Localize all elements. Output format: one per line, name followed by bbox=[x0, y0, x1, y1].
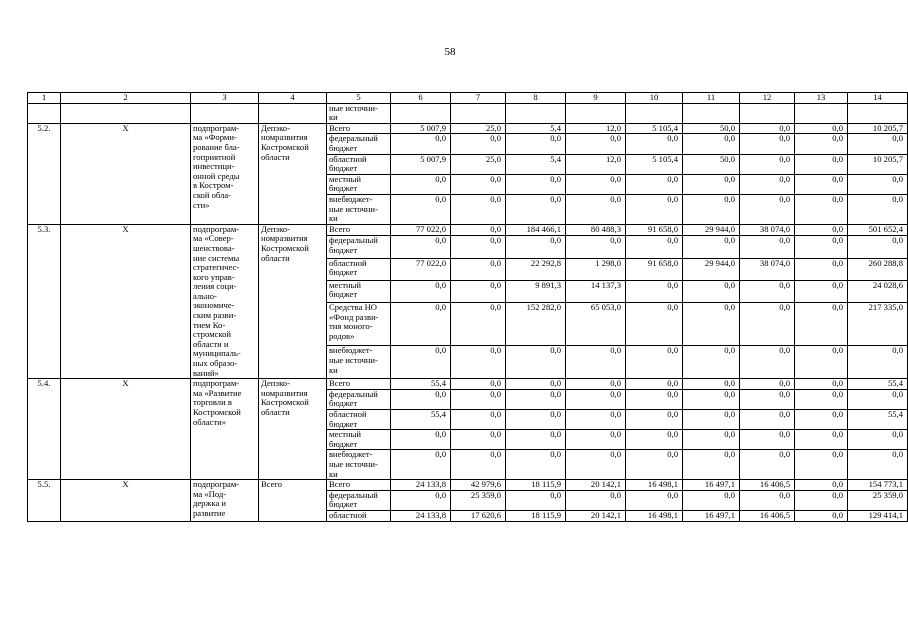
value-cell: 22 292,8 bbox=[506, 258, 566, 280]
value-cell: 0,0 bbox=[848, 450, 908, 480]
source-cell: местный бюджет bbox=[327, 174, 391, 194]
program-name: подпрограм- ма «Совер- шенствова- ние системы стратегичес- кого управ- ления соци- ально- экономиче- ским разви- тием Ко- стромской области и муниципаль- ных образо- ваний» bbox=[191, 224, 259, 379]
value-cell: 0,0 bbox=[795, 174, 848, 194]
value-cell: 0,0 bbox=[391, 450, 451, 480]
value-cell: 0,0 bbox=[451, 389, 506, 409]
value-cell: 0,0 bbox=[740, 430, 795, 450]
value-cell: 0,0 bbox=[451, 236, 506, 258]
value-cell: 0,0 bbox=[626, 346, 683, 379]
value-cell bbox=[506, 103, 566, 123]
value-cell: 0,0 bbox=[795, 480, 848, 491]
source-cell: внебюджет- ные источни- ки bbox=[327, 194, 391, 224]
header-cell: 1 bbox=[28, 93, 61, 104]
value-cell: 0,0 bbox=[506, 194, 566, 224]
value-cell: 0,0 bbox=[795, 379, 848, 390]
value-cell: 501 652,4 bbox=[848, 224, 908, 236]
value-cell: 42 979,6 bbox=[451, 480, 506, 491]
value-cell: 0,0 bbox=[740, 280, 795, 302]
value-cell: 16 497,1 bbox=[683, 510, 740, 521]
value-cell: 5,4 bbox=[506, 123, 566, 134]
value-cell: 0,0 bbox=[451, 379, 506, 390]
value-cell bbox=[848, 103, 908, 123]
header-cell: 10 bbox=[626, 93, 683, 104]
value-cell: 16 406,5 bbox=[740, 510, 795, 521]
value-cell: 0,0 bbox=[795, 490, 848, 510]
program-name: подпрограм- ма «Развитие торговли в Костромской области» bbox=[191, 379, 259, 480]
value-cell: 50,0 bbox=[683, 123, 740, 134]
value-cell: 0,0 bbox=[795, 430, 848, 450]
value-cell: 5 105,4 bbox=[626, 154, 683, 174]
row-mark: Х bbox=[61, 123, 191, 224]
value-cell: 0,0 bbox=[626, 303, 683, 346]
value-cell: 0,0 bbox=[795, 134, 848, 154]
value-cell: 0,0 bbox=[451, 346, 506, 379]
value-cell: 16 498,1 bbox=[626, 510, 683, 521]
header-cell: 14 bbox=[848, 93, 908, 104]
value-cell: 0,0 bbox=[795, 450, 848, 480]
value-cell: 0,0 bbox=[451, 258, 506, 280]
budget-table bbox=[27, 92, 908, 522]
table-row bbox=[28, 480, 908, 491]
header-cell: 8 bbox=[506, 93, 566, 104]
source-cell: федеральный бюджет bbox=[327, 490, 391, 510]
value-cell: 0,0 bbox=[506, 450, 566, 480]
value-cell: 65 053,0 bbox=[566, 303, 626, 346]
value-cell: 20 142,1 bbox=[566, 480, 626, 491]
value-cell: 0,0 bbox=[391, 490, 451, 510]
header-cell: 3 bbox=[191, 93, 259, 104]
value-cell: 0,0 bbox=[626, 379, 683, 390]
value-cell: 0,0 bbox=[795, 236, 848, 258]
executor-name: Депэко- номразвития Костромской области bbox=[259, 379, 327, 480]
value-cell: 1 298,0 bbox=[566, 258, 626, 280]
source-cell: местный бюджет bbox=[327, 430, 391, 450]
value-cell: 0,0 bbox=[566, 236, 626, 258]
value-cell: 0,0 bbox=[391, 174, 451, 194]
executor-name: Всего bbox=[259, 480, 327, 521]
row-number: 5.4. bbox=[28, 379, 61, 480]
value-cell: 0,0 bbox=[391, 134, 451, 154]
value-cell: 0,0 bbox=[506, 236, 566, 258]
value-cell: 0,0 bbox=[740, 134, 795, 154]
value-cell: 0,0 bbox=[683, 490, 740, 510]
table-row bbox=[28, 379, 908, 390]
source-cell: ные источни- ки bbox=[327, 103, 391, 123]
value-cell: 77 022,0 bbox=[391, 224, 451, 236]
value-cell: 25,0 bbox=[451, 123, 506, 134]
value-cell: 0,0 bbox=[391, 303, 451, 346]
source-cell: областной бюджет bbox=[327, 258, 391, 280]
value-cell bbox=[683, 103, 740, 123]
value-cell: 0,0 bbox=[683, 450, 740, 480]
value-cell: 5 105,4 bbox=[626, 123, 683, 134]
value-cell: 0,0 bbox=[391, 346, 451, 379]
value-cell: 0,0 bbox=[626, 134, 683, 154]
value-cell: 0,0 bbox=[848, 194, 908, 224]
value-cell: 260 288,8 bbox=[848, 258, 908, 280]
value-cell: 0,0 bbox=[451, 450, 506, 480]
value-cell bbox=[391, 103, 451, 123]
value-cell: 0,0 bbox=[683, 236, 740, 258]
value-cell: 25,0 bbox=[451, 154, 506, 174]
value-cell: 50,0 bbox=[683, 154, 740, 174]
header-cell: 9 bbox=[566, 93, 626, 104]
value-cell: 0,0 bbox=[683, 379, 740, 390]
value-cell: 0,0 bbox=[795, 303, 848, 346]
value-cell: 16 406,5 bbox=[740, 480, 795, 491]
value-cell: 0,0 bbox=[848, 389, 908, 409]
value-cell: 0,0 bbox=[740, 123, 795, 134]
empty-cell bbox=[61, 103, 191, 123]
value-cell: 0,0 bbox=[683, 134, 740, 154]
value-cell: 0,0 bbox=[451, 224, 506, 236]
header-cell: 6 bbox=[391, 93, 451, 104]
header-cell: 11 bbox=[683, 93, 740, 104]
value-cell: 0,0 bbox=[740, 174, 795, 194]
value-cell: 0,0 bbox=[626, 410, 683, 430]
table-row bbox=[28, 103, 908, 123]
value-cell: 0,0 bbox=[506, 430, 566, 450]
value-cell: 12,0 bbox=[566, 123, 626, 134]
header-cell: 12 bbox=[740, 93, 795, 104]
value-cell: 0,0 bbox=[506, 389, 566, 409]
value-cell: 0,0 bbox=[566, 450, 626, 480]
value-cell: 0,0 bbox=[795, 280, 848, 302]
value-cell: 0,0 bbox=[451, 410, 506, 430]
value-cell: 0,0 bbox=[740, 389, 795, 409]
source-cell: Всего bbox=[327, 379, 391, 390]
value-cell: 16 498,1 bbox=[626, 480, 683, 491]
value-cell: 80 488,3 bbox=[566, 224, 626, 236]
value-cell: 0,0 bbox=[451, 303, 506, 346]
value-cell: 0,0 bbox=[566, 490, 626, 510]
header-row bbox=[28, 93, 908, 104]
value-cell: 0,0 bbox=[506, 490, 566, 510]
value-cell: 29 944,0 bbox=[683, 224, 740, 236]
value-cell: 9 891,3 bbox=[506, 280, 566, 302]
value-cell: 0,0 bbox=[506, 379, 566, 390]
value-cell: 0,0 bbox=[740, 154, 795, 174]
value-cell: 24 028,6 bbox=[848, 280, 908, 302]
value-cell: 0,0 bbox=[795, 123, 848, 134]
value-cell: 0,0 bbox=[506, 346, 566, 379]
value-cell: 217 335,0 bbox=[848, 303, 908, 346]
value-cell: 0,0 bbox=[683, 430, 740, 450]
header-cell: 13 bbox=[795, 93, 848, 104]
table-body bbox=[28, 93, 908, 522]
value-cell: 17 620,6 bbox=[451, 510, 506, 521]
value-cell bbox=[626, 103, 683, 123]
value-cell: 0,0 bbox=[683, 410, 740, 430]
empty-cell bbox=[28, 103, 61, 123]
value-cell: 0,0 bbox=[683, 346, 740, 379]
value-cell: 20 142,1 bbox=[566, 510, 626, 521]
header-cell: 7 bbox=[451, 93, 506, 104]
value-cell: 14 137,3 bbox=[566, 280, 626, 302]
value-cell: 184 466,1 bbox=[506, 224, 566, 236]
value-cell: 0,0 bbox=[626, 490, 683, 510]
value-cell: 24 133,8 bbox=[391, 510, 451, 521]
value-cell: 5 007,9 bbox=[391, 123, 451, 134]
value-cell: 0,0 bbox=[795, 258, 848, 280]
source-cell: областной бюджет bbox=[327, 154, 391, 174]
value-cell: 0,0 bbox=[848, 134, 908, 154]
value-cell: 0,0 bbox=[451, 280, 506, 302]
value-cell: 0,0 bbox=[391, 280, 451, 302]
value-cell: 0,0 bbox=[848, 430, 908, 450]
value-cell: 24 133,8 bbox=[391, 480, 451, 491]
value-cell: 0,0 bbox=[795, 510, 848, 521]
value-cell: 0,0 bbox=[683, 280, 740, 302]
value-cell: 38 074,0 bbox=[740, 224, 795, 236]
table-row bbox=[28, 123, 908, 134]
value-cell: 0,0 bbox=[626, 280, 683, 302]
value-cell: 0,0 bbox=[740, 490, 795, 510]
value-cell: 0,0 bbox=[566, 346, 626, 379]
value-cell: 55,4 bbox=[391, 379, 451, 390]
value-cell: 0,0 bbox=[740, 379, 795, 390]
page-number: 58 bbox=[444, 46, 456, 58]
value-cell: 0,0 bbox=[740, 346, 795, 379]
source-cell: федеральный бюджет bbox=[327, 134, 391, 154]
row-number: 5.2. bbox=[28, 123, 61, 224]
value-cell: 18 115,9 bbox=[506, 510, 566, 521]
value-cell: 0,0 bbox=[626, 174, 683, 194]
value-cell: 25 359,0 bbox=[451, 490, 506, 510]
value-cell: 0,0 bbox=[566, 379, 626, 390]
value-cell: 55,4 bbox=[848, 410, 908, 430]
value-cell: 0,0 bbox=[683, 303, 740, 346]
value-cell: 0,0 bbox=[626, 194, 683, 224]
value-cell: 5 007,9 bbox=[391, 154, 451, 174]
value-cell: 29 944,0 bbox=[683, 258, 740, 280]
table-row bbox=[28, 224, 908, 236]
source-cell: Всего bbox=[327, 480, 391, 491]
source-cell: федеральный бюджет bbox=[327, 236, 391, 258]
value-cell: 0,0 bbox=[506, 174, 566, 194]
value-cell: 0,0 bbox=[683, 389, 740, 409]
value-cell: 152 282,0 bbox=[506, 303, 566, 346]
value-cell: 0,0 bbox=[391, 389, 451, 409]
value-cell: 0,0 bbox=[795, 194, 848, 224]
value-cell: 0,0 bbox=[795, 154, 848, 174]
value-cell: 0,0 bbox=[566, 174, 626, 194]
value-cell bbox=[566, 103, 626, 123]
header-cell: 5 bbox=[327, 93, 391, 104]
value-cell: 154 773,1 bbox=[848, 480, 908, 491]
executor-name: Депэко- номразвития Костромской области bbox=[259, 123, 327, 224]
source-cell: Всего bbox=[327, 224, 391, 236]
value-cell: 25 359,0 bbox=[848, 490, 908, 510]
value-cell: 0,0 bbox=[566, 194, 626, 224]
value-cell: 0,0 bbox=[566, 410, 626, 430]
value-cell: 0,0 bbox=[848, 236, 908, 258]
header-cell: 2 bbox=[61, 93, 191, 104]
value-cell: 0,0 bbox=[566, 134, 626, 154]
source-cell: областной bbox=[327, 510, 391, 521]
value-cell: 0,0 bbox=[683, 174, 740, 194]
value-cell bbox=[795, 103, 848, 123]
value-cell: 0,0 bbox=[795, 224, 848, 236]
value-cell: 0,0 bbox=[740, 450, 795, 480]
value-cell: 55,4 bbox=[848, 379, 908, 390]
row-mark: Х bbox=[61, 480, 191, 521]
row-number: 5.5. bbox=[28, 480, 61, 521]
value-cell: 0,0 bbox=[626, 430, 683, 450]
value-cell: 0,0 bbox=[795, 346, 848, 379]
value-cell: 0,0 bbox=[740, 236, 795, 258]
source-cell: местный бюджет bbox=[327, 280, 391, 302]
value-cell: 10 205,7 bbox=[848, 123, 908, 134]
value-cell bbox=[451, 103, 506, 123]
empty-cell bbox=[191, 103, 259, 123]
value-cell bbox=[740, 103, 795, 123]
program-name: подпрограм- ма «Форми- рование бла- гоприятной инвестици- онной среды в Костром- ской обла- сти» bbox=[191, 123, 259, 224]
value-cell: 0,0 bbox=[391, 430, 451, 450]
value-cell: 10 205,7 bbox=[848, 154, 908, 174]
value-cell: 0,0 bbox=[451, 134, 506, 154]
value-cell: 0,0 bbox=[506, 134, 566, 154]
value-cell: 0,0 bbox=[795, 410, 848, 430]
value-cell: 0,0 bbox=[795, 389, 848, 409]
source-cell: Средства НО «Фонд разви- тия моного- родов» bbox=[327, 303, 391, 346]
row-mark: Х bbox=[61, 224, 191, 379]
source-cell: внебюджет- ные источни- ки bbox=[327, 450, 391, 480]
value-cell: 0,0 bbox=[626, 389, 683, 409]
value-cell: 0,0 bbox=[451, 430, 506, 450]
empty-cell bbox=[259, 103, 327, 123]
value-cell: 0,0 bbox=[740, 410, 795, 430]
value-cell: 0,0 bbox=[566, 430, 626, 450]
row-number: 5.3. bbox=[28, 224, 61, 379]
value-cell: 0,0 bbox=[391, 236, 451, 258]
value-cell: 18 115,9 bbox=[506, 480, 566, 491]
executor-name: Депэко- номразвития Костромской области bbox=[259, 224, 327, 379]
header-cell: 4 bbox=[259, 93, 327, 104]
row-mark: Х bbox=[61, 379, 191, 480]
source-cell: Всего bbox=[327, 123, 391, 134]
value-cell: 91 658,0 bbox=[626, 224, 683, 236]
value-cell: 0,0 bbox=[848, 346, 908, 379]
value-cell: 12,0 bbox=[566, 154, 626, 174]
value-cell: 0,0 bbox=[506, 410, 566, 430]
source-cell: областной бюджет bbox=[327, 410, 391, 430]
value-cell: 0,0 bbox=[740, 194, 795, 224]
value-cell: 129 414,1 bbox=[848, 510, 908, 521]
value-cell: 0,0 bbox=[626, 236, 683, 258]
value-cell: 77 022,0 bbox=[391, 258, 451, 280]
value-cell: 0,0 bbox=[566, 389, 626, 409]
source-cell: федеральный бюджет bbox=[327, 389, 391, 409]
source-cell: внебюджет- ные источни- ки bbox=[327, 346, 391, 379]
value-cell: 38 074,0 bbox=[740, 258, 795, 280]
value-cell: 0,0 bbox=[451, 174, 506, 194]
value-cell: 0,0 bbox=[683, 194, 740, 224]
value-cell: 5,4 bbox=[506, 154, 566, 174]
program-name: подпрограм- ма «Под- держка и развитие bbox=[191, 480, 259, 521]
value-cell: 0,0 bbox=[451, 194, 506, 224]
value-cell: 0,0 bbox=[848, 174, 908, 194]
value-cell: 0,0 bbox=[626, 450, 683, 480]
value-cell: 0,0 bbox=[740, 303, 795, 346]
value-cell: 0,0 bbox=[391, 194, 451, 224]
value-cell: 55,4 bbox=[391, 410, 451, 430]
value-cell: 91 658,0 bbox=[626, 258, 683, 280]
value-cell: 16 497,1 bbox=[683, 480, 740, 491]
